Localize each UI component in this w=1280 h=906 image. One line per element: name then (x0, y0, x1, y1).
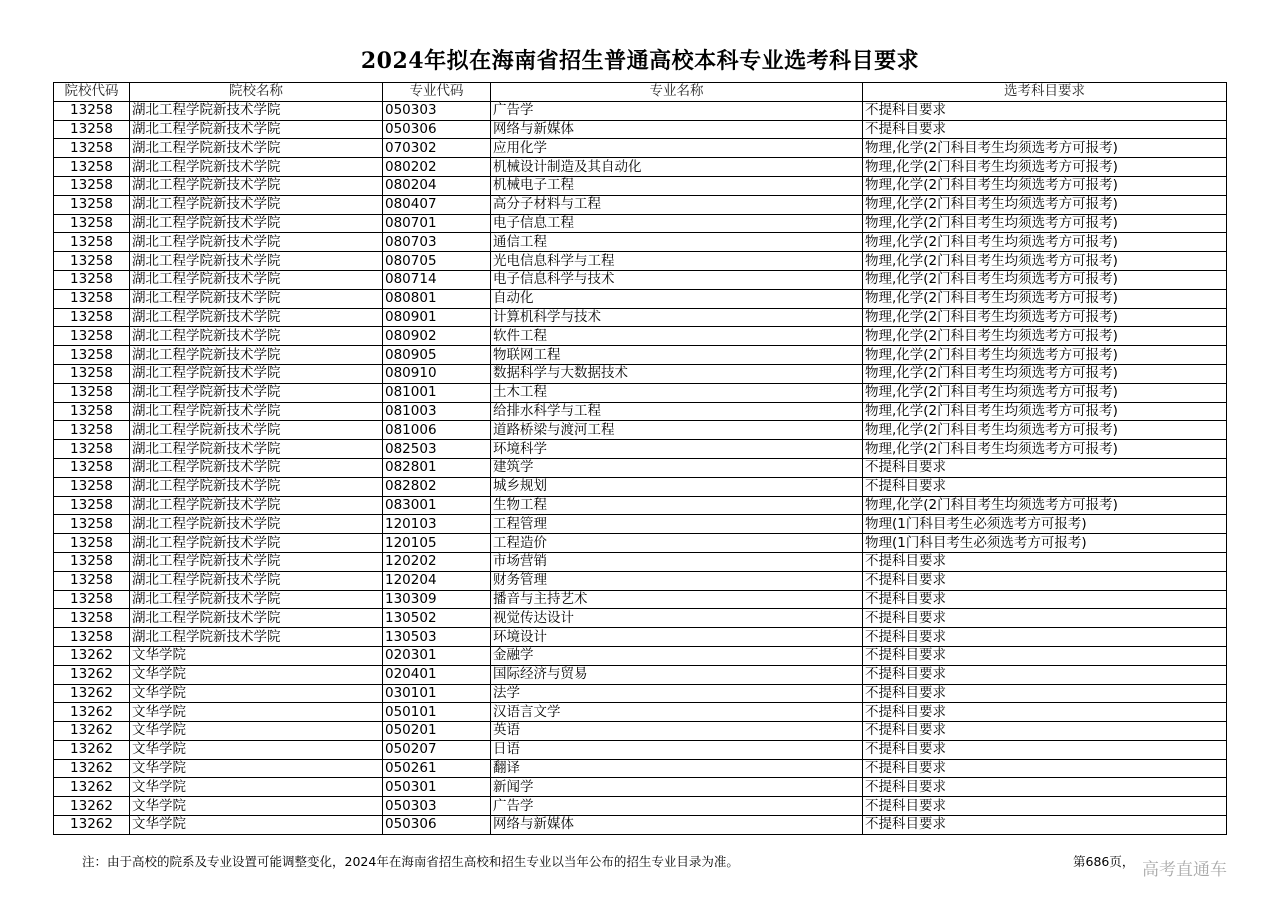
cell-school-name: 湖北工程学院新技术学院 (130, 496, 383, 515)
cell-major-name: 汉语言文学 (491, 703, 863, 722)
cell-subject-requirement: 不提科目要求 (863, 778, 1227, 797)
header-school-name: 院校名称 (130, 83, 383, 102)
cell-major-code: 050303 (383, 797, 491, 816)
cell-subject-requirement: 物理,化学(2门科目考生均须选考方可报考) (863, 158, 1227, 177)
cell-subject-requirement: 物理,化学(2门科目考生均须选考方可报考) (863, 327, 1227, 346)
cell-major-code: 080910 (383, 364, 491, 383)
cell-subject-requirement: 物理,化学(2门科目考生均须选考方可报考) (863, 139, 1227, 158)
cell-school-code: 13258 (54, 590, 130, 609)
cell-school-code: 13258 (54, 496, 130, 515)
cell-major-name: 数据科学与大数据技术 (491, 364, 863, 383)
page-number: 第686页， (1073, 854, 1135, 869)
table-row (54, 552, 1227, 571)
table-row (54, 421, 1227, 440)
cell-school-name: 湖北工程学院新技术学院 (130, 158, 383, 177)
cell-major-name: 应用化学 (491, 139, 863, 158)
cell-school-code: 13258 (54, 609, 130, 628)
cell-school-code: 13258 (54, 289, 130, 308)
cell-school-name: 湖北工程学院新技术学院 (130, 458, 383, 477)
cell-subject-requirement: 物理,化学(2门科目考生均须选考方可报考) (863, 440, 1227, 459)
cell-major-code: 080202 (383, 158, 491, 177)
cell-school-name: 文华学院 (130, 740, 383, 759)
cell-major-code: 082802 (383, 477, 491, 496)
cell-school-code: 13258 (54, 458, 130, 477)
cell-major-name: 建筑学 (491, 458, 863, 477)
cell-major-code: 050201 (383, 722, 491, 741)
table-row (54, 797, 1227, 816)
cell-major-name: 英语 (491, 722, 863, 741)
cell-major-code: 080901 (383, 308, 491, 327)
cell-major-name: 视觉传达设计 (491, 609, 863, 628)
cell-subject-requirement: 物理,化学(2门科目考生均须选考方可报考) (863, 270, 1227, 289)
header-subject-requirement: 选考科目要求 (863, 83, 1227, 102)
cell-school-code: 13258 (54, 308, 130, 327)
cell-major-name: 翻译 (491, 759, 863, 778)
cell-school-name: 湖北工程学院新技术学院 (130, 120, 383, 139)
cell-major-name: 计算机科学与技术 (491, 308, 863, 327)
table-row (54, 628, 1227, 647)
cell-subject-requirement: 物理,化学(2门科目考生均须选考方可报考) (863, 252, 1227, 271)
cell-major-name: 电子信息科学与技术 (491, 270, 863, 289)
table-row (54, 402, 1227, 421)
cell-school-code: 13262 (54, 797, 130, 816)
cell-major-code: 030101 (383, 684, 491, 703)
cell-major-code: 050261 (383, 759, 491, 778)
cell-subject-requirement: 不提科目要求 (863, 628, 1227, 647)
cell-school-name: 湖北工程学院新技术学院 (130, 270, 383, 289)
table-row (54, 740, 1227, 759)
cell-subject-requirement: 不提科目要求 (863, 477, 1227, 496)
cell-school-name: 文华学院 (130, 703, 383, 722)
cell-school-name: 湖北工程学院新技术学院 (130, 195, 383, 214)
cell-subject-requirement: 不提科目要求 (863, 458, 1227, 477)
table-row (54, 722, 1227, 741)
table-row (54, 101, 1227, 120)
cell-major-name: 物联网工程 (491, 346, 863, 365)
cell-major-code: 080204 (383, 176, 491, 195)
cell-subject-requirement: 物理,化学(2门科目考生均须选考方可报考) (863, 214, 1227, 233)
cell-subject-requirement: 物理,化学(2门科目考生均须选考方可报考) (863, 421, 1227, 440)
cell-subject-requirement: 物理(1门科目考生必须选考方可报考) (863, 515, 1227, 534)
cell-major-name: 光电信息科学与工程 (491, 252, 863, 271)
cell-major-name: 国际经济与贸易 (491, 665, 863, 684)
cell-major-code: 080705 (383, 252, 491, 271)
cell-school-name: 湖北工程学院新技术学院 (130, 571, 383, 590)
cell-major-name: 新闻学 (491, 778, 863, 797)
cell-school-name: 湖北工程学院新技术学院 (130, 364, 383, 383)
cell-school-name: 文华学院 (130, 684, 383, 703)
cell-school-code: 13262 (54, 759, 130, 778)
cell-major-code: 130309 (383, 590, 491, 609)
cell-subject-requirement: 物理,化学(2门科目考生均须选考方可报考) (863, 308, 1227, 327)
cell-school-code: 13258 (54, 101, 130, 120)
cell-school-name: 湖北工程学院新技术学院 (130, 101, 383, 120)
table-row (54, 759, 1227, 778)
cell-major-code: 080905 (383, 346, 491, 365)
cell-school-name: 文华学院 (130, 646, 383, 665)
cell-major-name: 财务管理 (491, 571, 863, 590)
cell-school-name: 文华学院 (130, 816, 383, 835)
header-major-name: 专业名称 (491, 83, 863, 102)
table-row (54, 458, 1227, 477)
table-row (54, 534, 1227, 553)
cell-major-code: 080714 (383, 270, 491, 289)
cell-major-code: 081001 (383, 383, 491, 402)
cell-school-code: 13258 (54, 534, 130, 553)
header-school-code: 院校代码 (54, 83, 130, 102)
cell-school-name: 文华学院 (130, 778, 383, 797)
cell-major-name: 日语 (491, 740, 863, 759)
cell-school-name: 湖北工程学院新技术学院 (130, 139, 383, 158)
table-row (54, 665, 1227, 684)
table-row (54, 703, 1227, 722)
cell-major-code: 083001 (383, 496, 491, 515)
cell-subject-requirement: 不提科目要求 (863, 816, 1227, 835)
header-major-code: 专业代码 (383, 83, 491, 102)
cell-major-code: 050301 (383, 778, 491, 797)
table-row (54, 364, 1227, 383)
footer-note: 注：由于高校的院系及专业设置可能调整变化，2024年在海南省招生高校和招生专业以当年公布的招生专业目录为准。 (82, 854, 739, 869)
cell-major-code: 081006 (383, 421, 491, 440)
cell-school-code: 13258 (54, 477, 130, 496)
cell-major-code: 080701 (383, 214, 491, 233)
cell-school-code: 13258 (54, 176, 130, 195)
cell-major-name: 环境设计 (491, 628, 863, 647)
cell-school-code: 13262 (54, 684, 130, 703)
cell-school-code: 13258 (54, 120, 130, 139)
cell-major-code: 080801 (383, 289, 491, 308)
cell-subject-requirement: 物理,化学(2门科目考生均须选考方可报考) (863, 364, 1227, 383)
table-row (54, 139, 1227, 158)
cell-major-name: 工程造价 (491, 534, 863, 553)
cell-major-name: 环境科学 (491, 440, 863, 459)
cell-major-code: 130503 (383, 628, 491, 647)
cell-subject-requirement: 不提科目要求 (863, 101, 1227, 120)
cell-major-code: 020401 (383, 665, 491, 684)
cell-school-code: 13262 (54, 703, 130, 722)
cell-school-name: 湖北工程学院新技术学院 (130, 402, 383, 421)
cell-school-code: 13258 (54, 233, 130, 252)
cell-school-name: 湖北工程学院新技术学院 (130, 233, 383, 252)
cell-major-code: 050303 (383, 101, 491, 120)
cell-major-code: 120204 (383, 571, 491, 590)
table-row (54, 120, 1227, 139)
cell-subject-requirement: 不提科目要求 (863, 665, 1227, 684)
table-row (54, 195, 1227, 214)
cell-subject-requirement: 不提科目要求 (863, 571, 1227, 590)
cell-school-name: 湖北工程学院新技术学院 (130, 421, 383, 440)
document-title: 2024年拟在海南省招生普通高校本科专业选考科目要求 (360, 48, 920, 74)
cell-school-code: 13262 (54, 740, 130, 759)
cell-school-name: 湖北工程学院新技术学院 (130, 176, 383, 195)
table-row (54, 609, 1227, 628)
cell-major-name: 工程管理 (491, 515, 863, 534)
cell-school-code: 13258 (54, 139, 130, 158)
cell-major-code: 082503 (383, 440, 491, 459)
cell-major-code: 080902 (383, 327, 491, 346)
cell-school-code: 13262 (54, 778, 130, 797)
cell-school-code: 13258 (54, 270, 130, 289)
cell-major-code: 081003 (383, 402, 491, 421)
table-row (54, 515, 1227, 534)
cell-school-name: 湖北工程学院新技术学院 (130, 383, 383, 402)
cell-school-name: 文华学院 (130, 797, 383, 816)
cell-subject-requirement: 不提科目要求 (863, 609, 1227, 628)
cell-major-code: 050207 (383, 740, 491, 759)
table-row (54, 327, 1227, 346)
cell-school-code: 13258 (54, 158, 130, 177)
cell-major-name: 网络与新媒体 (491, 816, 863, 835)
cell-major-name: 市场营销 (491, 552, 863, 571)
cell-major-code: 120202 (383, 552, 491, 571)
cell-school-name: 文华学院 (130, 722, 383, 741)
table-row (54, 571, 1227, 590)
cell-major-name: 机械设计制造及其自动化 (491, 158, 863, 177)
cell-school-code: 13262 (54, 665, 130, 684)
cell-subject-requirement: 不提科目要求 (863, 703, 1227, 722)
cell-subject-requirement: 不提科目要求 (863, 759, 1227, 778)
cell-major-code: 050306 (383, 120, 491, 139)
table-header-row (54, 83, 1227, 102)
cell-school-code: 13262 (54, 722, 130, 741)
table-row (54, 214, 1227, 233)
cell-school-name: 湖北工程学院新技术学院 (130, 346, 383, 365)
table-row (54, 308, 1227, 327)
cell-subject-requirement: 不提科目要求 (863, 120, 1227, 139)
cell-school-name: 湖北工程学院新技术学院 (130, 552, 383, 571)
cell-major-name: 给排水科学与工程 (491, 402, 863, 421)
cell-major-code: 120103 (383, 515, 491, 534)
cell-school-code: 13258 (54, 421, 130, 440)
table-row (54, 289, 1227, 308)
cell-school-name: 湖北工程学院新技术学院 (130, 327, 383, 346)
cell-major-code: 080407 (383, 195, 491, 214)
cell-school-code: 13258 (54, 252, 130, 271)
cell-major-name: 生物工程 (491, 496, 863, 515)
cell-major-name: 网络与新媒体 (491, 120, 863, 139)
table-row (54, 440, 1227, 459)
cell-major-name: 机械电子工程 (491, 176, 863, 195)
cell-subject-requirement: 物理,化学(2门科目考生均须选考方可报考) (863, 346, 1227, 365)
cell-major-code: 080703 (383, 233, 491, 252)
cell-school-code: 13258 (54, 214, 130, 233)
cell-school-name: 湖北工程学院新技术学院 (130, 477, 383, 496)
table-row (54, 684, 1227, 703)
cell-school-name: 湖北工程学院新技术学院 (130, 252, 383, 271)
cell-school-name: 湖北工程学院新技术学院 (130, 515, 383, 534)
requirements-table (53, 82, 1227, 835)
cell-school-code: 13258 (54, 195, 130, 214)
table-row (54, 346, 1227, 365)
table-row (54, 270, 1227, 289)
cell-major-code: 050306 (383, 816, 491, 835)
cell-school-name: 文华学院 (130, 665, 383, 684)
cell-school-name: 文华学院 (130, 759, 383, 778)
table-body (54, 101, 1227, 834)
cell-school-name: 湖北工程学院新技术学院 (130, 534, 383, 553)
cell-school-code: 13258 (54, 552, 130, 571)
cell-school-name: 湖北工程学院新技术学院 (130, 289, 383, 308)
table-row (54, 496, 1227, 515)
cell-subject-requirement: 不提科目要求 (863, 722, 1227, 741)
cell-major-code: 082801 (383, 458, 491, 477)
cell-subject-requirement: 不提科目要求 (863, 740, 1227, 759)
cell-subject-requirement: 物理,化学(2门科目考生均须选考方可报考) (863, 383, 1227, 402)
cell-major-code: 070302 (383, 139, 491, 158)
cell-subject-requirement: 物理,化学(2门科目考生均须选考方可报考) (863, 176, 1227, 195)
cell-school-code: 13258 (54, 440, 130, 459)
cell-subject-requirement: 不提科目要求 (863, 552, 1227, 571)
cell-subject-requirement: 不提科目要求 (863, 797, 1227, 816)
cell-school-code: 13258 (54, 383, 130, 402)
cell-subject-requirement: 不提科目要求 (863, 646, 1227, 665)
cell-school-code: 13262 (54, 646, 130, 665)
cell-subject-requirement: 物理,化学(2门科目考生均须选考方可报考) (863, 496, 1227, 515)
table-row (54, 590, 1227, 609)
cell-major-name: 城乡规划 (491, 477, 863, 496)
cell-subject-requirement: 物理,化学(2门科目考生均须选考方可报考) (863, 289, 1227, 308)
cell-major-name: 道路桥梁与渡河工程 (491, 421, 863, 440)
cell-school-name: 湖北工程学院新技术学院 (130, 609, 383, 628)
cell-major-name: 广告学 (491, 797, 863, 816)
cell-major-name: 软件工程 (491, 327, 863, 346)
cell-school-code: 13258 (54, 364, 130, 383)
table-row (54, 158, 1227, 177)
table-row (54, 816, 1227, 835)
table-row (54, 646, 1227, 665)
table-row (54, 383, 1227, 402)
cell-school-code: 13258 (54, 346, 130, 365)
cell-major-name: 土木工程 (491, 383, 863, 402)
cell-school-name: 湖北工程学院新技术学院 (130, 590, 383, 609)
cell-school-code: 13258 (54, 515, 130, 534)
cell-major-code: 020301 (383, 646, 491, 665)
watermark: 高考直通车 (1142, 860, 1227, 880)
cell-school-code: 13258 (54, 327, 130, 346)
cell-school-code: 13262 (54, 816, 130, 835)
cell-major-name: 高分子材料与工程 (491, 195, 863, 214)
cell-school-code: 13258 (54, 628, 130, 647)
cell-subject-requirement: 物理,化学(2门科目考生均须选考方可报考) (863, 402, 1227, 421)
cell-school-code: 13258 (54, 402, 130, 421)
cell-school-name: 湖北工程学院新技术学院 (130, 214, 383, 233)
cell-school-name: 湖北工程学院新技术学院 (130, 308, 383, 327)
cell-subject-requirement: 物理,化学(2门科目考生均须选考方可报考) (863, 233, 1227, 252)
cell-major-name: 广告学 (491, 101, 863, 120)
cell-major-name: 电子信息工程 (491, 214, 863, 233)
cell-subject-requirement: 物理(1门科目考生必须选考方可报考) (863, 534, 1227, 553)
cell-subject-requirement: 不提科目要求 (863, 684, 1227, 703)
table-row (54, 176, 1227, 195)
cell-major-code: 130502 (383, 609, 491, 628)
cell-school-name: 湖北工程学院新技术学院 (130, 440, 383, 459)
cell-major-name: 播音与主持艺术 (491, 590, 863, 609)
cell-school-name: 湖北工程学院新技术学院 (130, 628, 383, 647)
cell-subject-requirement: 不提科目要求 (863, 590, 1227, 609)
cell-major-name: 金融学 (491, 646, 863, 665)
cell-school-code: 13258 (54, 571, 130, 590)
cell-major-code: 120105 (383, 534, 491, 553)
table-row (54, 477, 1227, 496)
table-row (54, 778, 1227, 797)
cell-major-name: 法学 (491, 684, 863, 703)
cell-major-name: 通信工程 (491, 233, 863, 252)
cell-major-code: 050101 (383, 703, 491, 722)
table-row (54, 233, 1227, 252)
cell-subject-requirement: 物理,化学(2门科目考生均须选考方可报考) (863, 195, 1227, 214)
cell-major-name: 自动化 (491, 289, 863, 308)
table-row (54, 252, 1227, 271)
